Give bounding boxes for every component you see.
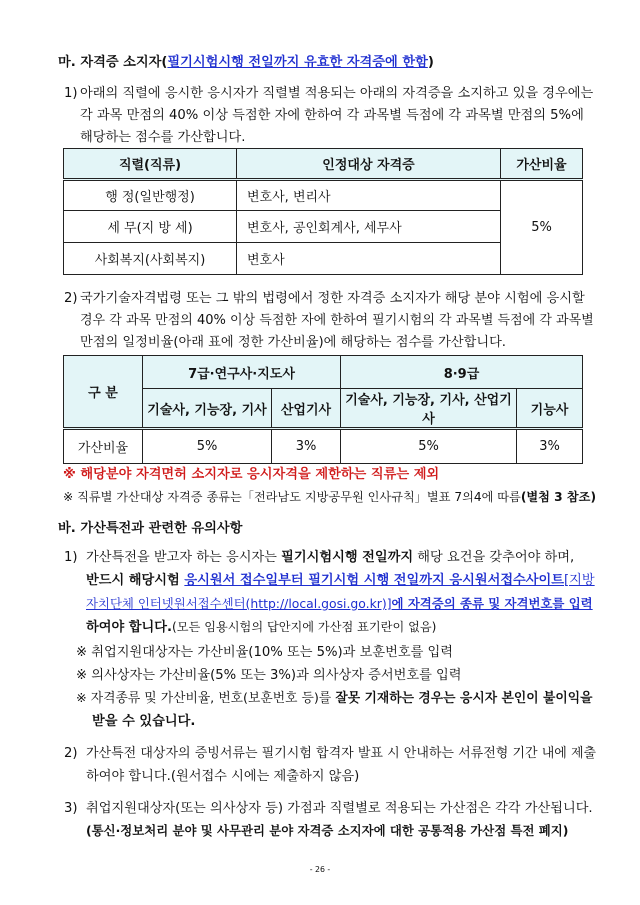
table-cell: 변호사, 변리사 xyxy=(237,180,501,211)
section-heading-ma xyxy=(58,54,434,72)
paragraph-line xyxy=(86,572,595,590)
paragraph-line: 하여야 합니다.(원서접수 시에는 제출하지 않음) xyxy=(86,769,360,784)
text-span: 가산특전을 받고자 하는 응시자는 xyxy=(86,550,282,565)
section-heading-text: 마. 자격증 소지자( xyxy=(58,55,168,70)
exclusion-note: ※ 해당분야 자격면허 소지자로 응시자격을 제한하는 직류는 제외 xyxy=(63,467,440,482)
table-header: 기술사, 기능장, 기사 xyxy=(143,389,272,429)
paragraph-line: 가산특전 대상자의 증빙서류는 필기시험 합격자 발표 시 안내하는 서류전형 기간 내에 제출 xyxy=(86,746,597,761)
text-span: 잘못 기재하는 경우는 응시자 본인이 불이익을 xyxy=(335,691,593,706)
table-header: 인정대상 자격증 xyxy=(237,149,501,180)
reference-note-text: ※ 직류별 가산대상 자격증 종류는「전라남도 지방공무원 인사규칙」별표 7의4에 따름 xyxy=(63,490,521,504)
table-header: 7급·연구사·지도사 xyxy=(143,356,341,389)
paragraph-line: (통신·정보처리 분야 및 사무관리 분야 자격증 소지자에 대한 공통적용 가산점 특전 폐지) xyxy=(86,823,569,838)
table-cell: 변호사 xyxy=(237,243,501,275)
certificate-table xyxy=(63,148,583,275)
note-line xyxy=(76,690,593,708)
paragraph-line: 국가기술자격법령 또는 그 밖의 법령에서 정한 자격증 소지자가 해당 분야 시험에 응시할 xyxy=(80,291,585,306)
table-row-label: 가산비율 xyxy=(64,429,143,464)
text-span: 해당 요건을 갖추어야 하며, xyxy=(413,550,575,565)
note-line: ※ 취업지원대상자는 가산비율(10% 또는 5%)과 보훈번호를 입력 xyxy=(76,645,453,660)
note-line: 받을 수 있습니다. xyxy=(92,714,196,729)
text-span: ※ 자격종류 및 가산비율, 번호(보훈번호 등)를 xyxy=(76,691,336,706)
item-number: 1) xyxy=(64,550,78,565)
paragraph-line: 해당하는 점수를 가산합니다. xyxy=(80,130,246,145)
table-cell: 5% xyxy=(143,429,272,464)
section-heading-highlight: 필기시험시행 전일까지 유효한 자격증에 한함 xyxy=(167,55,428,70)
table-cell: 세 무(지 방 세) xyxy=(64,211,237,243)
item-number: 2) xyxy=(64,291,78,306)
table-header: 산업기사 xyxy=(272,389,341,429)
note-line: ※ 의사상자는 가산비율(5% 또는 3%)과 의사상자 증서번호를 입력 xyxy=(76,668,462,683)
text-span: 반드시 해당시험 xyxy=(86,573,185,588)
table-header: 가산비율 xyxy=(501,149,583,180)
table-cell: 3% xyxy=(517,429,583,464)
text-span: 하여야 합니다. xyxy=(86,620,173,635)
bonus-rate-table xyxy=(63,355,583,464)
table-cell: 행 정(일반행정) xyxy=(64,180,237,211)
text-span: [지방 xyxy=(564,573,595,588)
table-cell: 사회복지(사회복지) xyxy=(64,243,237,275)
table-cell: 5% xyxy=(341,429,517,464)
item-number: 3) xyxy=(64,801,78,816)
section-heading-suffix: ) xyxy=(427,55,434,70)
item-number: 1) xyxy=(64,86,78,101)
text-span: (모든 임용시험의 답안지에 가산점 표기란이 없음) xyxy=(172,620,437,634)
site-link[interactable]: 자치단체 인터넷원서접수센터(http://local.gosi.go.kr)] xyxy=(86,596,392,611)
page-number: - 26 - xyxy=(309,865,331,874)
item-number: 2) xyxy=(64,746,78,761)
table-header: 8·9급 xyxy=(341,356,583,389)
paragraph-line xyxy=(86,618,436,637)
reference-note-appendix: (별첨 3 참조) xyxy=(520,490,597,504)
table-cell-rate: 5% xyxy=(501,180,583,275)
table-header: 직렬(직류) xyxy=(64,149,237,180)
table-header: 기술사, 기능장, 기사, 산업기사 xyxy=(341,389,517,429)
text-span: 에 자격증의 종류 및 자격번호를 입력 xyxy=(391,596,593,611)
paragraph-line: 아래의 직렬에 응시한 응시자가 직렬별 적용되는 아래의 자격증을 소지하고 있을 경우에는 xyxy=(80,86,594,101)
paragraph-line: 취업지원대상자(또는 의사상자 등) 가점과 직렬별로 적용되는 가산점은 각각 가산됩니다. xyxy=(86,801,593,816)
text-span: 필기시험시행 전일까지 xyxy=(281,550,414,565)
text-span: 응시원서 접수일부터 필기시험 시행 전일까지 응시원서접수사이트 xyxy=(184,573,565,588)
paragraph-line: 만점의 일정비율(아래 표에 정한 가산비율)에 해당하는 점수를 가산합니다. xyxy=(80,335,506,350)
table-header: 기능사 xyxy=(517,389,583,429)
paragraph-line xyxy=(86,549,574,567)
paragraph-line: 각 과목 만점의 40% 이상 득점한 자에 한하여 각 과목별 득점에 각 과목별 만점의 5%에 xyxy=(80,108,584,123)
table-header: 구 분 xyxy=(64,356,143,429)
paragraph-line xyxy=(86,595,593,613)
section-heading-ba: 바. 가산특전과 관련한 유의사항 xyxy=(58,521,243,536)
table-cell: 3% xyxy=(272,429,341,464)
reference-note xyxy=(63,488,596,506)
paragraph-line: 경우 각 과목 만점의 40% 이상 득점한 자에 한하여 필기시험의 각 과목별 득점에 각 과목별 xyxy=(80,313,594,328)
table-cell: 변호사, 공인회계사, 세무사 xyxy=(237,211,501,243)
